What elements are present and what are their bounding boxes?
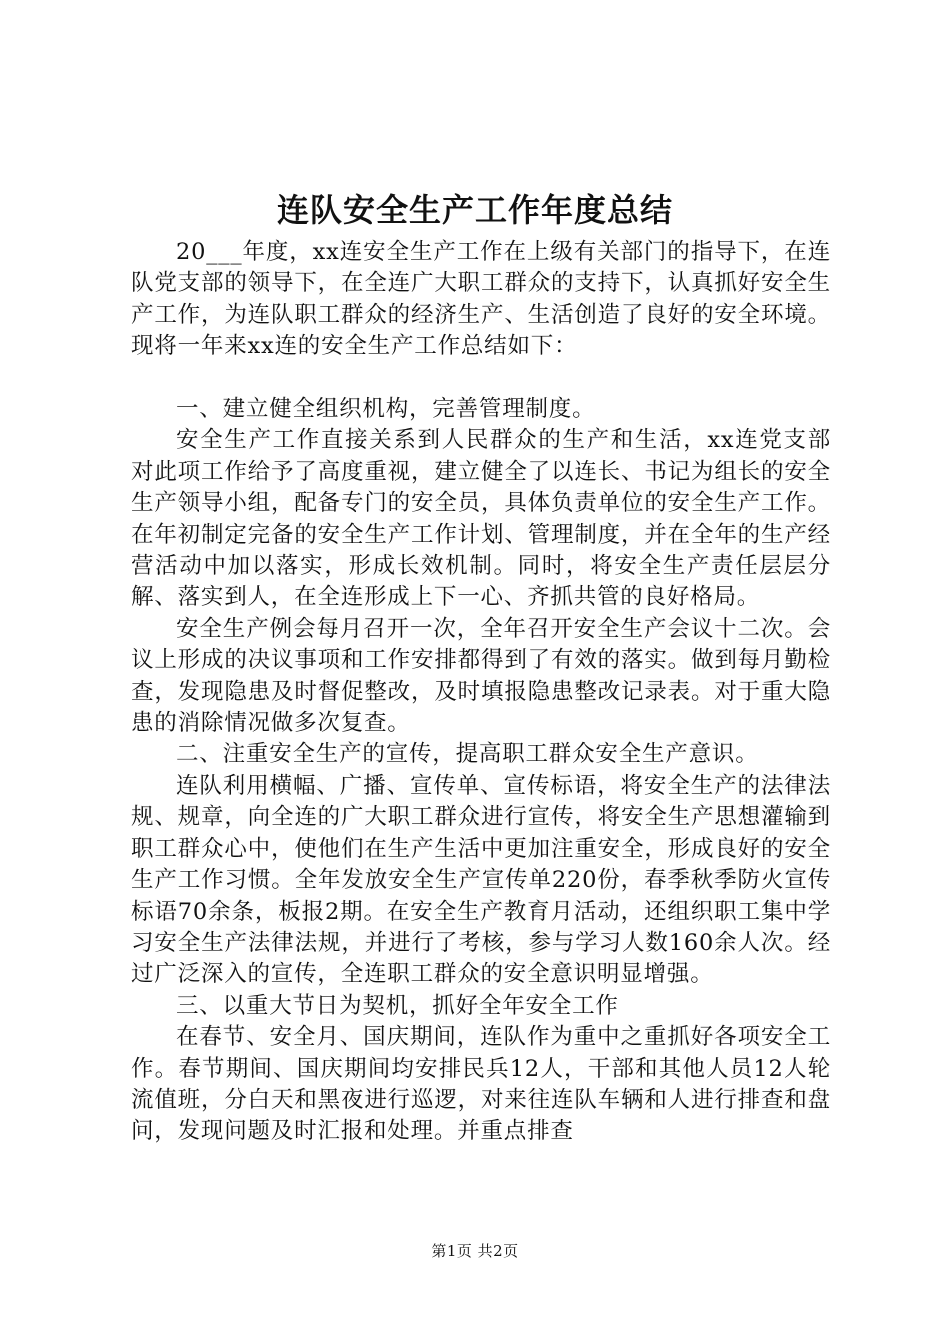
document-title: 连队安全生产工作年度总结	[276, 191, 673, 229]
intro-paragraph: 20___年度，xx连安全生产工作在上级有关部门的指导下，在连队党支部的领导下，在全连广大职工群众的支持下，认真抓好安全生产工作，为连队职工群众的经济生产、生活创造了良好的安全环境。现将一年来xx连的安全生产工作总结如下：	[131, 239, 831, 360]
paragraph-spacer	[131, 363, 831, 394]
document-body	[131, 237, 831, 1148]
section-heading-1: 一、建立健全组织机构，完善管理制度。	[176, 396, 596, 423]
body-paragraph: 安全生产工作直接关系到人民群众的生产和生活，xx连党支部对此项工作给予了高度重视，建立健全了以连长、书记为组长的安全生产领导小组，配备专门的安全员，具体负责单位的安全生产工作。在年初制定完备的安全生产工作计划、管理制度，并在全年的生产经营活动中加以落实，形成长效机制。同时，将安全生产责任层层分解、落实到人，在全连形成上下一心、齐抓共管的良好格局。	[131, 427, 831, 611]
section-heading-3: 三、以重大节日为契机，抓好全年安全工作	[176, 992, 619, 1019]
page-number-footer: 第1页 共2页	[431, 1242, 519, 1260]
body-paragraph: 连队利用横幅、广播、宣传单、宣传标语，将安全生产的法律法规、规章，向全连的广大职工群众进行宣传，将安全生产思想灌输到职工群众心中，使他们在生产生活中更加注重安全，形成良好的安全生产工作习惯。全年发放安全生产宣传单220份，春季秋季防火宣传标语70余条，板报2期。在安全生产教育月活动，还组织职工集中学习安全生产法律法规，并进行了考核，参与学习人数160余人次。经过广泛深入的宣传，全连职工群众的安全意识明显增强。	[131, 772, 831, 988]
section-heading-2: 二、注重安全生产的宣传，提高职工群众安全生产意识。	[176, 741, 759, 768]
body-paragraph: 安全生产例会每月召开一次，全年召开安全生产会议十二次。会议上形成的决议事项和工作安排都得到了有效的落实。做到每月勤检查，发现隐患及时督促整改，及时填报隐患整改记录表。对于重大隐患的消除情况做多次复查。	[131, 615, 831, 737]
body-paragraph: 在春节、安全月、国庆期间，连队作为重中之重抓好各项安全工作。春节期间、国庆期间均安排民兵12人，干部和其他人员12人轮流值班，分白天和黑夜进行巡逻，对来往连队车辆和人进行排查和盘问，发现问题及时汇报和处理。并重点排查	[131, 1024, 831, 1145]
